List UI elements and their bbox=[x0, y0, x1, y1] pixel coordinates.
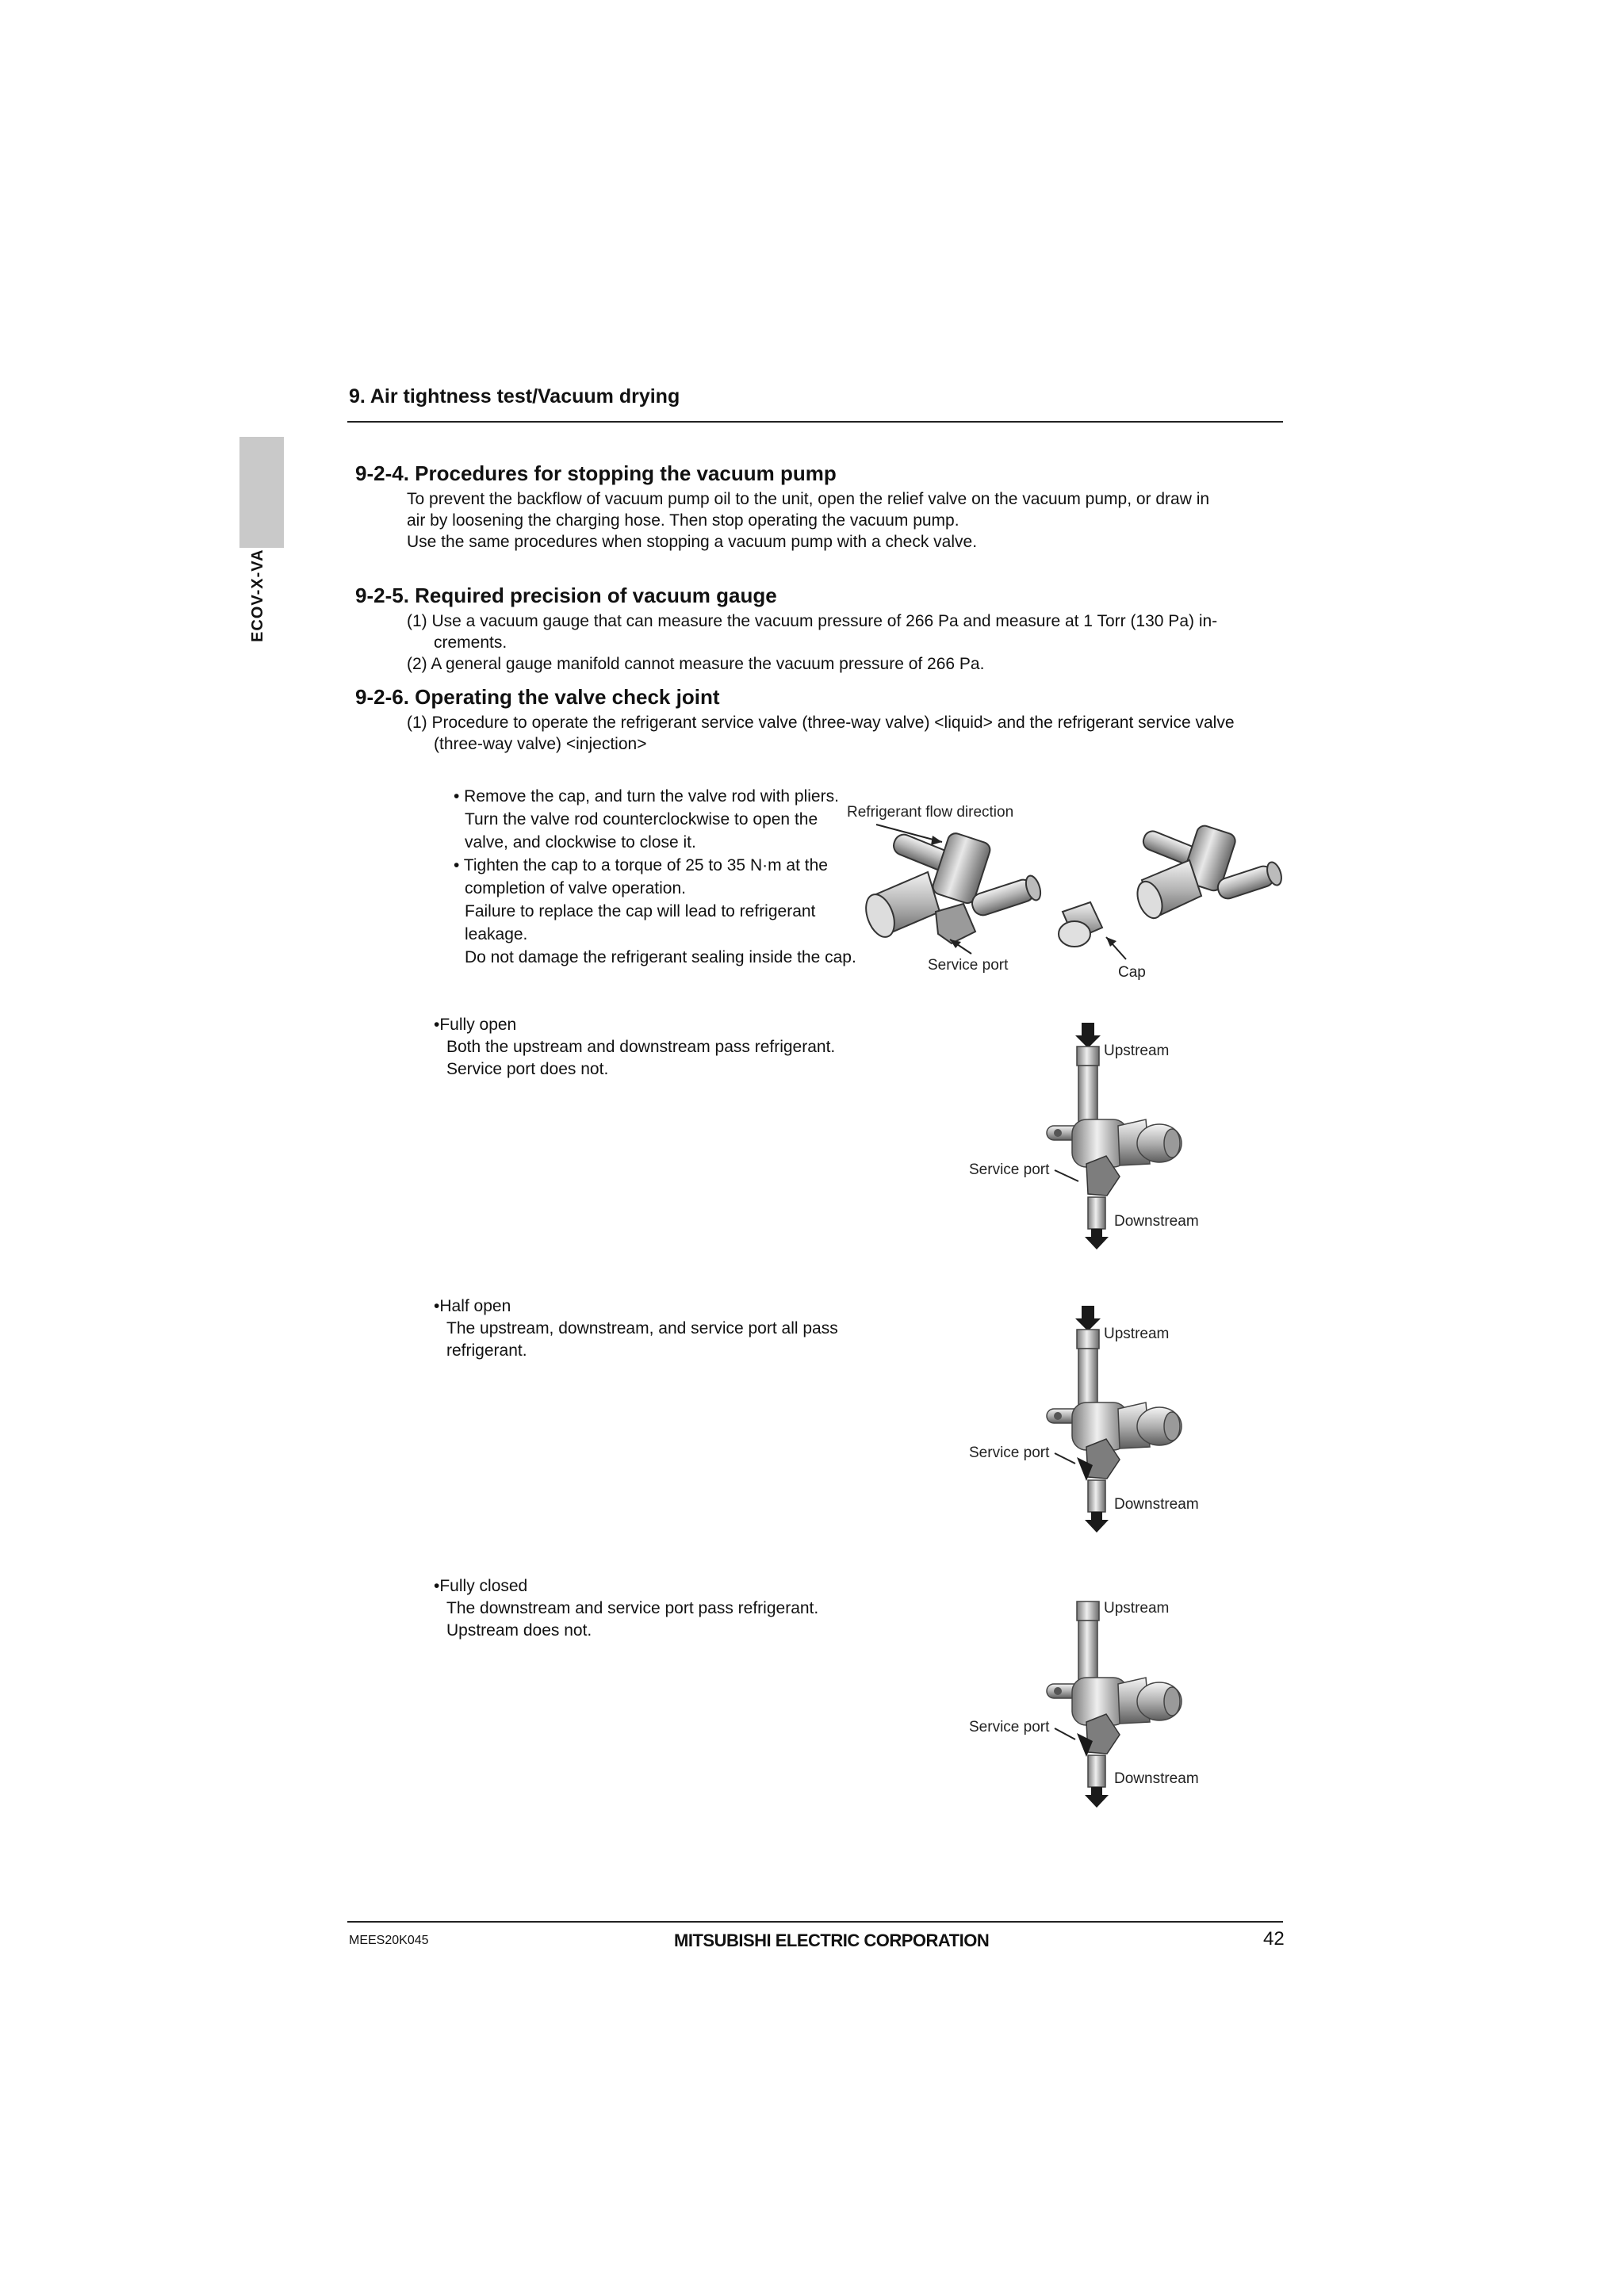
section-926-heading: 9-2-6. Operating the valve check joint bbox=[355, 685, 720, 709]
side-tab-label: ECOV-X-VA bbox=[249, 549, 266, 642]
state-half-open-text: •Half open The upstream, downstream, and service port all pass refrigerant. bbox=[434, 1297, 838, 1360]
cap-icon bbox=[1059, 902, 1102, 947]
flow-arrow-icon bbox=[1075, 1306, 1101, 1331]
downstream-label: Downstream bbox=[1114, 1496, 1199, 1513]
downstream-label: Downstream bbox=[1114, 1770, 1199, 1787]
section-926-text: (1) Procedure to operate the refrigerant service valve (three-way valve) <liquid> and the refrigerant service valve (three-way valve) <injection> bbox=[407, 714, 1235, 753]
service-port-label: Service port bbox=[969, 1161, 1050, 1178]
flow-arrow-icon bbox=[1085, 1229, 1109, 1249]
state-fully-open-text: •Fully open Both the upstream and downstream pass refrigerant. Service port does not. bbox=[434, 1016, 836, 1078]
cap-label: Cap bbox=[1118, 964, 1146, 981]
upstream-label: Upstream bbox=[1104, 1600, 1170, 1617]
valve-instructions: • Remove the cap, and turn the valve rod with pliers. Turn the valve rod counterclockwise to open the valve, and clockwise to close it. • Tighten the cap to a torque of 25 to 35 N·m at the completion of valve operation. Failure to replace the cap will lead to refrigerant leakage. Do not damage the refrigerant sealing inside the cap. bbox=[454, 787, 856, 966]
state-fully-closed-text: •Fully closed The downstream and service port pass refrigerant. Upstream does not. bbox=[434, 1577, 819, 1640]
upstream-label: Upstream bbox=[1104, 1326, 1170, 1342]
page-number: 42 bbox=[1263, 1928, 1285, 1950]
service-port-label: Service port bbox=[969, 1719, 1050, 1735]
side-tab-block bbox=[239, 437, 284, 548]
flow-arrow-icon bbox=[1075, 1023, 1101, 1048]
header-rule bbox=[347, 421, 1283, 423]
footer-rule bbox=[347, 1921, 1283, 1923]
flow-arrow-icon bbox=[1085, 1512, 1109, 1533]
upstream-label: Upstream bbox=[1104, 1043, 1170, 1059]
downstream-label: Downstream bbox=[1114, 1213, 1199, 1230]
flow-direction-label: Refrigerant flow direction bbox=[847, 804, 1014, 821]
section-925-heading: 9-2-5. Required precision of vacuum gauge bbox=[355, 584, 777, 607]
flow-arrow-icon bbox=[1085, 1787, 1109, 1808]
service-port-label: Service port bbox=[969, 1445, 1050, 1461]
three-way-valve-capped-icon bbox=[1133, 824, 1285, 921]
service-port-label: Service port bbox=[928, 957, 1009, 974]
footer-corporation: MITSUBISHI ELECTRIC CORPORATION bbox=[674, 1931, 990, 1950]
flow-arrow-icon bbox=[1077, 1733, 1093, 1757]
chapter-title: 9. Air tightness test/Vacuum drying bbox=[349, 385, 680, 408]
section-924-text: To prevent the backflow of vacuum pump oil to the unit, open the relief valve on the vacuum pump, or draw in air by loosening the charging hose. Then stop operating the vacuum pump. Use the same procedures when stopping a vacuum pump with a check valve. bbox=[407, 490, 1210, 551]
three-way-valve-icon bbox=[860, 832, 1043, 943]
section-924-heading: 9-2-4. Procedures for stopping the vacuum pump bbox=[355, 461, 837, 485]
footer-doc-code: MEES20K045 bbox=[349, 1934, 429, 1947]
section-925-text: (1) Use a vacuum gauge that can measure the vacuum pressure of 266 Pa and measure at 1 Torr (130 Pa) in- crements. (2) A general gauge manifold cannot measure the vacuum pressure of 266 Pa. bbox=[407, 612, 1218, 673]
flow-arrow-icon bbox=[1077, 1457, 1093, 1481]
